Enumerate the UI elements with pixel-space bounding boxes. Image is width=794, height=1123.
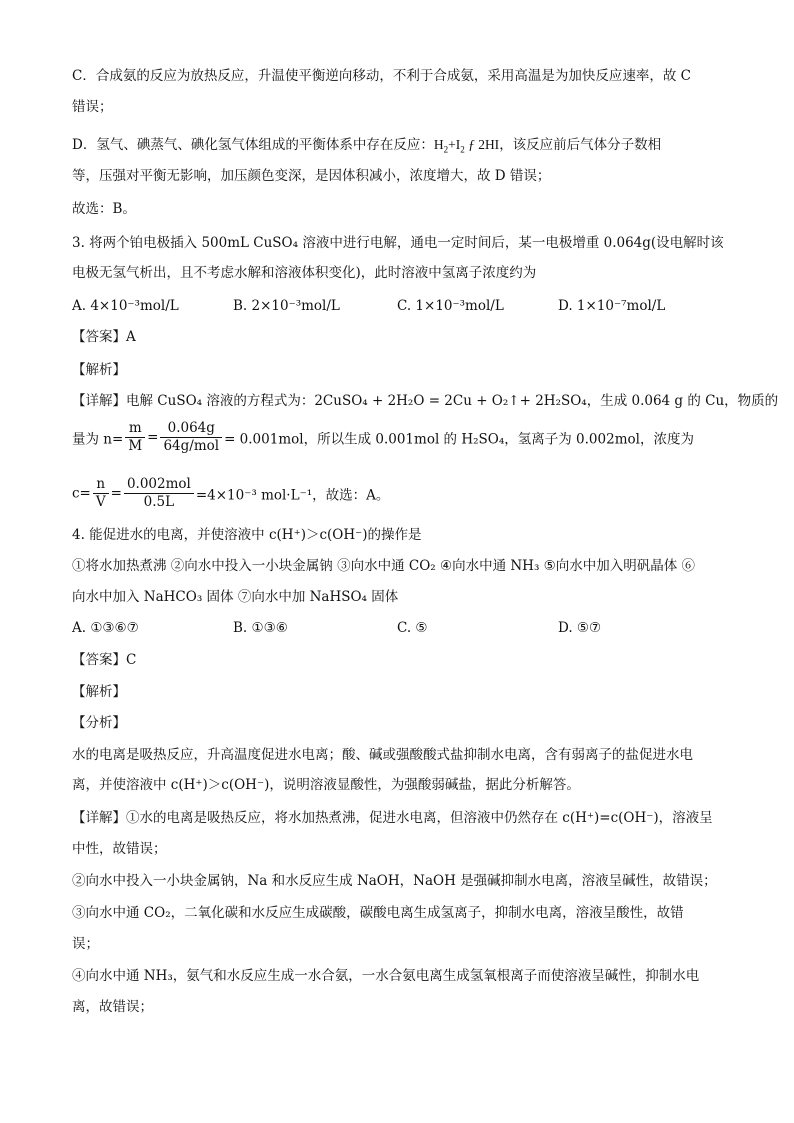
q4-detail-3-line-2: 误； [72,936,99,952]
d-option-text-b: ，该反应前后气体分子数相 [499,137,662,153]
q4-option-b: B. ①③⑥ [233,620,288,636]
c-option-line-2: 错误； [72,99,113,115]
q3-stem-line-1: 3. 将两个铂电极插入 500mL CuSO₄ 溶液中进行电解，通电一定时间后，某一电极增重 0.064g(设电解时该 [72,235,724,251]
q4-option-d: D. ⑤⑦ [558,620,602,636]
q4-detail-2-line-1: ②向水中投入一小块金属钠，Na 和水反应生成 NaOH，NaOH 是强碱抑制水电离，溶液呈碱性，故错误； [72,873,717,889]
q4-stem-line-2: ①将水加热煮沸 ②向水中投入一小块金属钠 ③向水中通 CO₂ ④向水中通 NH₃ ⑤向水中加入明矾晶体 ⑥ [72,558,696,574]
choose-b: 故选：B。 [72,201,136,217]
q3-option-a: A. 4×10⁻³mol/L [72,298,179,314]
d-option-line-2: 等，压强对平衡无影响，加压颜色变深，是因体积减小，浓度增大，故 D 错误； [72,168,551,184]
q3-option-c: C. 1×10⁻³mol/L [397,298,504,314]
q4-detail-1-line-1: 【详解】①水的电离是吸热反应，将水加热煮沸，促进水电离，但溶液中仍然存在 c(H⁺)=c(OH⁻)，溶液呈 [72,810,713,826]
q4-fenxi-line-1: 水的电离是吸热反应，升高温度促进水电离；酸、碱或强酸酸式盐抑制水电离，含有弱离子的盐促进水电 [72,747,693,763]
fraction-m-over-M: $\frac{m}{M}$ [125,420,145,455]
q4-analysis-label: 【解析】 [72,684,126,700]
q4-fenxi-label: 【分析】 [72,715,126,731]
equation: $H_2+I_2$ ƒ 2HI [433,137,500,155]
q3-option-d: D. 1×10⁻⁷mol/L [558,298,666,314]
q4-detail-1-line-2: 中性，故错误； [72,841,167,857]
c-option-line-1: C．合成氨的反应为放热反应，升温使平衡逆向移动，不利于合成氨，采用高温是为加快反应速率，故 C [72,68,691,84]
q4-detail-4-line-1: ④向水中通 NH₃，氨气和水反应生成一水合氨，一水合氨电离生成氢氧根离子而使溶液呈碱性，抑制水电 [72,968,700,984]
q4-stem-line-3: 向水中加入 NaHCO₃ 固体 ⑦向水中加 NaHSO₄ 固体 [72,589,399,605]
q4-option-a: A. ①③⑥⑦ [72,620,139,636]
fraction-moles-over-volume: $\frac{\text{0.002mol}}{0.5L}$ [124,476,194,511]
d-option-text-a: D．氢气、碘蒸气、碘化氢气体组成的平衡体系中存在反应： [72,137,434,153]
q3-analysis-label: 【解析】 [72,362,126,378]
q3-detail-line-3: c= $\frac{n}{V}$ = $\frac{\text{0.002mol}}{0.5L}$ =4×10⁻³ mol·L⁻¹，故选：A。 [72,476,390,510]
equilibrium-arrow-icon: ƒ [464,137,479,152]
q4-answer: 【答案】C [72,652,137,668]
q3-answer: 【答案】A [72,329,136,345]
q3-option-b: B. 2×10⁻³mol/L [233,298,340,314]
fraction-mass-over-molar-mass: $\frac{0.064g}{\text{64g/mol}}$ [160,420,222,455]
q4-stem-line-1: 4. 能促进水的电离，并使溶液中 c(H⁺)＞c(OH⁻)的操作是 [72,527,422,543]
q3-stem-line-2: 电极无氢气析出，且不考虑水解和溶液体积变化)，此时溶液中氢离子浓度约为 [72,265,537,281]
q4-detail-3-line-1: ③向水中通 CO₂，二氧化碳和水反应生成碳酸，碳酸电离生成氢离子，抑制水电离，溶液呈酸性，故错 [72,905,684,921]
fraction-n-over-V: $\frac{n}{V}$ [93,476,109,511]
q4-option-c: C. ⑤ [397,620,428,636]
d-option-line-1 [72,135,661,155]
q3-detail-line-1: 【详解】电解 CuSO₄ 溶液的方程式为：2CuSO₄ + 2H₂O = 2Cu + O₂↑+ 2H₂SO₄，生成 0.064 g 的 Cu，物质的 [72,393,779,409]
q4-fenxi-line-2: 离，并使溶液中 c(H⁺)＞c(OH⁻)，说明溶液显酸性，为强酸弱碱盐，据此分析解答。 [72,777,580,793]
q3-detail-line-2: 量为 n= $\frac{m}{M}$ = $\frac{0.064g}{\text{64g/mol}}$ = 0.001mol，所以生成 0.001mol 的 H₂SO₄，氢离子为 0.002mol，浓度为 [72,420,694,454]
q4-detail-4-line-2: 离，故错误； [72,999,153,1015]
